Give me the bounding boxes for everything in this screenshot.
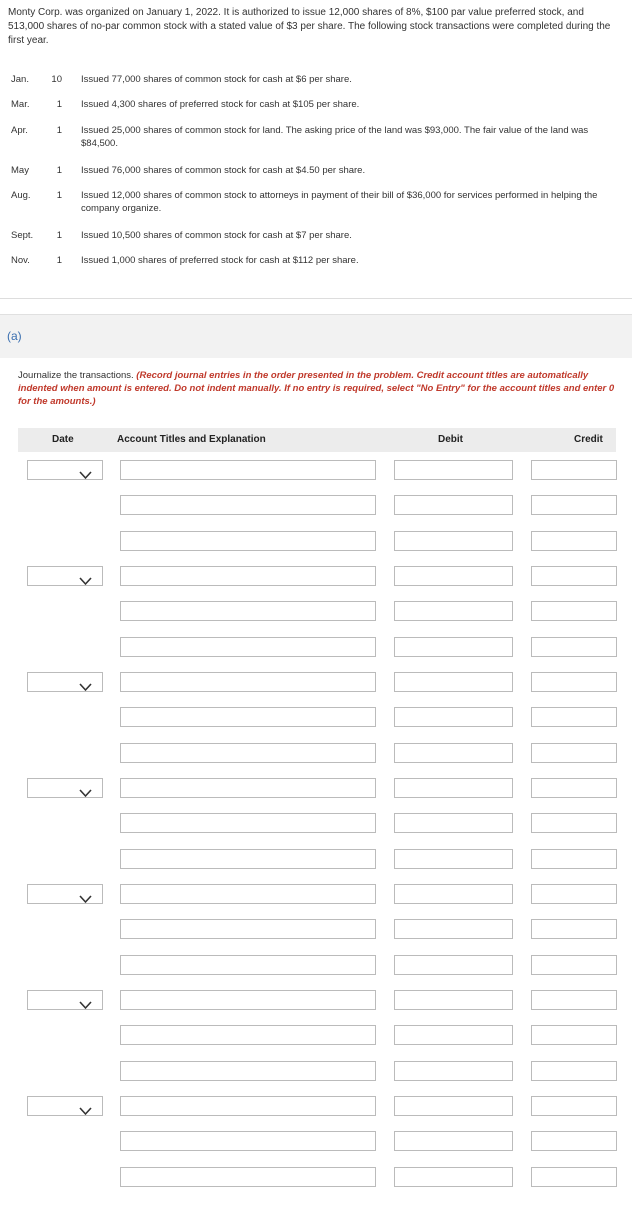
date-select[interactable]: [27, 778, 103, 798]
date-select[interactable]: [27, 566, 103, 586]
transaction-day: 1: [56, 255, 62, 266]
transaction-month: Mar.: [11, 99, 30, 110]
credit-input[interactable]: [531, 990, 617, 1010]
transaction-month: Sept.: [11, 230, 34, 241]
account-title-input[interactable]: [120, 531, 376, 551]
credit-input[interactable]: [531, 707, 617, 727]
account-title-input[interactable]: [120, 1167, 376, 1187]
account-title-input[interactable]: [120, 460, 376, 480]
debit-input[interactable]: [394, 1025, 513, 1045]
credit-input[interactable]: [531, 955, 617, 975]
credit-input[interactable]: [531, 919, 617, 939]
account-title-input[interactable]: [120, 495, 376, 515]
debit-input[interactable]: [394, 1131, 513, 1151]
transaction-text: Issued 25,000 shares of common stock for land. The asking price of the land was $93,000. The fair value of the land was $84,500.: [81, 125, 589, 149]
account-title-input[interactable]: [120, 955, 376, 975]
transaction-day: 1: [56, 165, 62, 176]
account-title-input[interactable]: [120, 637, 376, 657]
date-select[interactable]: [27, 672, 103, 692]
transaction-month: Apr.: [11, 125, 28, 136]
chevron-down-icon: [84, 466, 97, 475]
debit-input[interactable]: [394, 672, 513, 692]
account-title-input[interactable]: [120, 1131, 376, 1151]
credit-input[interactable]: [531, 1131, 617, 1151]
credit-input[interactable]: [531, 460, 617, 480]
credit-input[interactable]: [531, 1167, 617, 1187]
journal-table-header: [18, 428, 616, 452]
debit-input[interactable]: [394, 884, 513, 904]
credit-input[interactable]: [531, 778, 617, 798]
problem-intro: Monty Corp. was organized on January 1, 2022. It is authorized to issue 12,000 shares of 8%, $100 par value preferred stock, and 513,000 shares of no-par common stock with a stated value of $3 per share. The following stock transactions were completed during the first year.: [8, 7, 611, 46]
debit-input[interactable]: [394, 990, 513, 1010]
credit-input[interactable]: [531, 495, 617, 515]
credit-input[interactable]: [531, 531, 617, 551]
credit-input[interactable]: [531, 884, 617, 904]
date-select[interactable]: [27, 460, 103, 480]
credit-column-header: Credit: [574, 434, 603, 445]
account-title-input[interactable]: [120, 990, 376, 1010]
debit-input[interactable]: [394, 849, 513, 869]
transaction-day: 1: [56, 99, 62, 110]
credit-input[interactable]: [531, 743, 617, 763]
debit-input[interactable]: [394, 919, 513, 939]
credit-input[interactable]: [531, 813, 617, 833]
transaction-day: 1: [56, 230, 62, 241]
account-title-input[interactable]: [120, 743, 376, 763]
transaction-month: Aug.: [11, 190, 31, 201]
credit-input[interactable]: [531, 1061, 617, 1081]
account-column-header: Account Titles and Explanation: [117, 434, 266, 445]
debit-input[interactable]: [394, 707, 513, 727]
credit-input[interactable]: [531, 1025, 617, 1045]
transaction-text: Issued 10,500 shares of common stock for cash at $7 per share.: [81, 230, 352, 241]
date-select[interactable]: [27, 884, 103, 904]
instruction-text: Journalize the transactions.: [18, 370, 137, 381]
debit-input[interactable]: [394, 531, 513, 551]
chevron-down-icon: [84, 572, 97, 581]
transaction-day: 1: [56, 125, 62, 136]
account-title-input[interactable]: [120, 919, 376, 939]
chevron-down-icon: [84, 678, 97, 687]
part-a-label: (a): [7, 329, 22, 343]
debit-input[interactable]: [394, 813, 513, 833]
date-column-header: Date: [52, 434, 74, 445]
debit-input[interactable]: [394, 743, 513, 763]
account-title-input[interactable]: [120, 601, 376, 621]
part-a-header: [0, 314, 632, 358]
transaction-month: May: [11, 165, 29, 176]
account-title-input[interactable]: [120, 707, 376, 727]
account-title-input[interactable]: [120, 884, 376, 904]
chevron-down-icon: [84, 890, 97, 899]
debit-input[interactable]: [394, 495, 513, 515]
instruction-emphasis: (Record journal entries in the order presented in the problem. Credit account titles are automatically indented when amount is entered. Do not indent manually. If no entry is required, select "No Entry" for the account titles and enter 0 for the amounts.): [18, 370, 615, 407]
account-title-input[interactable]: [120, 849, 376, 869]
section-divider: [0, 298, 632, 299]
transaction-day: 10: [51, 74, 62, 85]
credit-input[interactable]: [531, 672, 617, 692]
transaction-month: Nov.: [11, 255, 30, 266]
debit-input[interactable]: [394, 955, 513, 975]
date-select[interactable]: [27, 990, 103, 1010]
credit-input[interactable]: [531, 601, 617, 621]
chevron-down-icon: [84, 1102, 97, 1111]
transaction-text: Issued 1,000 shares of preferred stock for cash at $112 per share.: [81, 255, 359, 266]
transaction-month: Jan.: [11, 74, 29, 85]
account-title-input[interactable]: [120, 813, 376, 833]
credit-input[interactable]: [531, 849, 617, 869]
account-title-input[interactable]: [120, 778, 376, 798]
credit-input[interactable]: [531, 1096, 617, 1116]
transaction-text: Issued 12,000 shares of common stock to attorneys in payment of their bill of $36,000 for services performed in helping the company organize.: [81, 190, 598, 214]
chevron-down-icon: [84, 996, 97, 1005]
date-select[interactable]: [27, 1096, 103, 1116]
debit-input[interactable]: [394, 1096, 513, 1116]
account-title-input[interactable]: [120, 1025, 376, 1045]
transaction-text: Issued 77,000 shares of common stock for cash at $6 per share.: [81, 74, 352, 85]
debit-input[interactable]: [394, 566, 513, 586]
debit-input[interactable]: [394, 601, 513, 621]
instructions: [18, 369, 618, 408]
debit-input[interactable]: [394, 1167, 513, 1187]
credit-input[interactable]: [531, 637, 617, 657]
debit-input[interactable]: [394, 778, 513, 798]
transaction-text: Issued 76,000 shares of common stock for cash at $4.50 per share.: [81, 165, 366, 176]
transaction-day: 1: [56, 190, 62, 201]
debit-input[interactable]: [394, 460, 513, 480]
account-title-input[interactable]: [120, 672, 376, 692]
debit-input[interactable]: [394, 637, 513, 657]
transaction-text: Issued 4,300 shares of preferred stock for cash at $105 per share.: [81, 99, 360, 110]
credit-input[interactable]: [531, 566, 617, 586]
chevron-down-icon: [84, 784, 97, 793]
debit-input[interactable]: [394, 1061, 513, 1081]
account-title-input[interactable]: [120, 1061, 376, 1081]
account-title-input[interactable]: [120, 566, 376, 586]
account-title-input[interactable]: [120, 1096, 376, 1116]
debit-column-header: Debit: [438, 434, 463, 445]
